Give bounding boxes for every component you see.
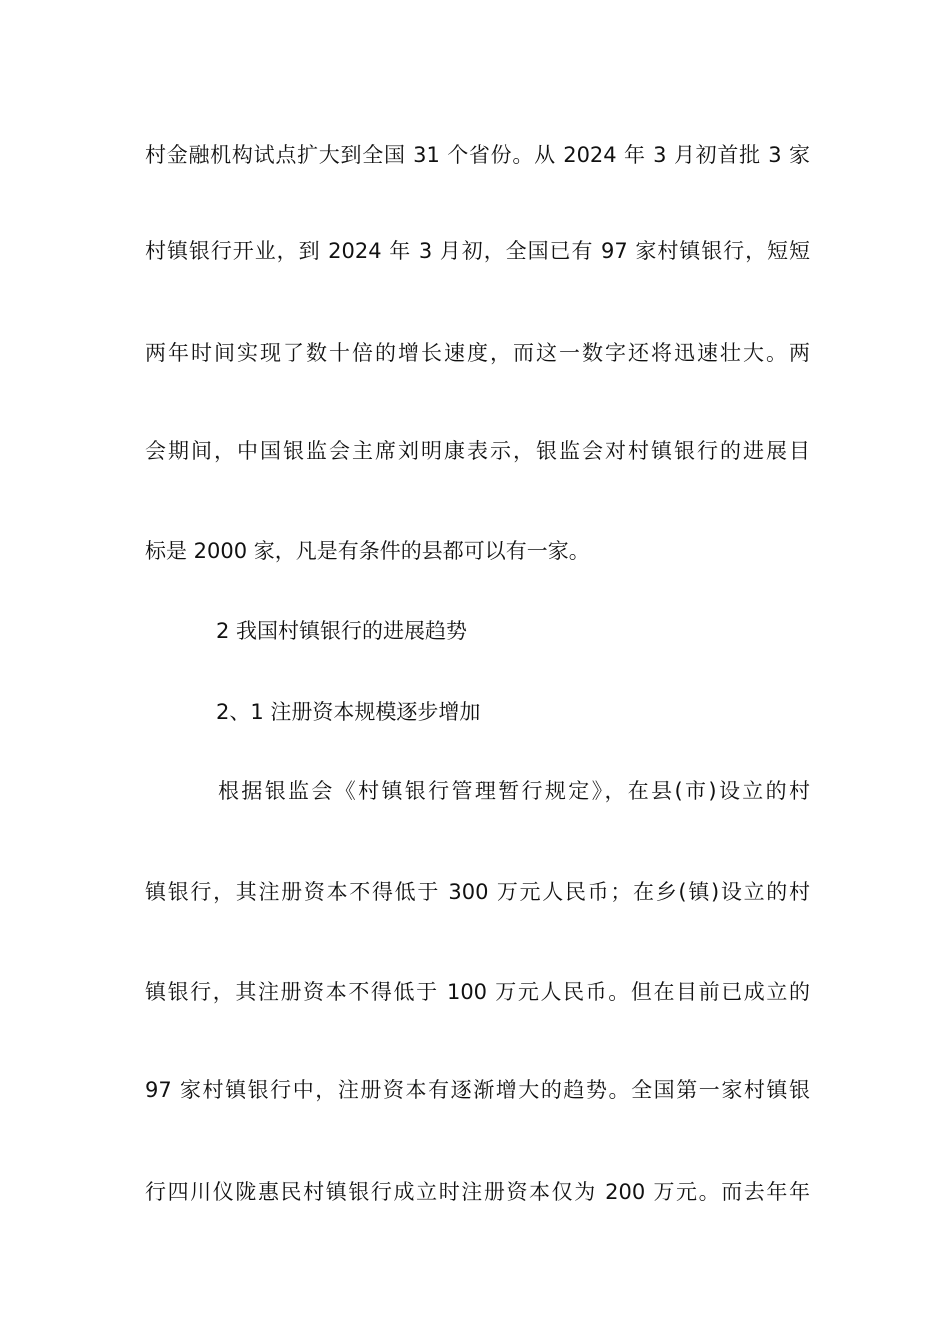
paragraph-2-line-5: 行四川仪陇惠民村镇银行成立时注册资本仅为 200 万元。而去年年 xyxy=(145,1180,810,1204)
section-heading: 2 我国村镇银行的进展趋势 xyxy=(216,619,468,643)
paragraph-2-line-1: 根据银监会《村镇银行管理暂行规定》，在县(市)设立的村 xyxy=(218,779,810,803)
paragraph-2-line-3: 镇银行，其注册资本不得低于 100 万元人民币。但在目前已成立的 xyxy=(145,980,810,1004)
paragraph-2-line-2: 镇银行，其注册资本不得低于 300 万元人民币；在乡(镇)设立的村 xyxy=(145,880,810,904)
paragraph-1-line-3: 两年时间实现了数十倍的增长速度，而这一数字还将迅速壮大。两 xyxy=(145,341,810,365)
paragraph-1-line-4: 会期间，中国银监会主席刘明康表示，银监会对村镇银行的进展目 xyxy=(145,439,810,463)
subsection-heading: 2、1 注册资本规模逐步增加 xyxy=(216,700,481,724)
paragraph-1-line-5: 标是 2000 家，凡是有条件的县都可以有一家。 xyxy=(145,539,590,563)
paragraph-1-line-2: 村镇银行开业，到 2024 年 3 月初，全国已有 97 家村镇银行，短短 xyxy=(145,239,810,263)
paragraph-1-line-1: 村金融机构试点扩大到全国 31 个省份。从 2024 年 3 月初首批 3 家 xyxy=(145,143,810,167)
paragraph-2-line-4: 97 家村镇银行中，注册资本有逐渐增大的趋势。全国第一家村镇银 xyxy=(145,1078,810,1102)
